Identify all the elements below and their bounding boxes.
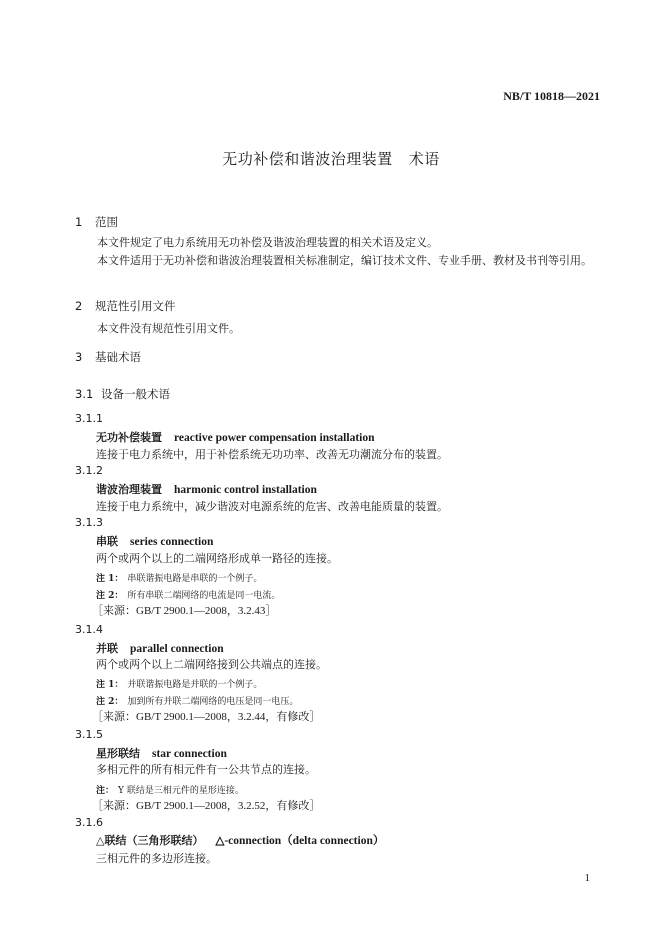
clause-number: 3.1.3 xyxy=(75,516,103,529)
standard-code: NB/T 10818—2021 xyxy=(503,89,600,103)
note-label: 注 1： xyxy=(96,680,124,690)
section-number: 1 xyxy=(75,215,83,229)
section-title: 范围 xyxy=(95,215,118,229)
term-definition: 连接于电力系统中，减少谐波对电源系统的危害、改善电能质量的装置。 xyxy=(96,500,448,513)
term-entry xyxy=(96,832,384,848)
term-en: series connection xyxy=(130,536,214,548)
term-en: harmonic control installation xyxy=(174,484,317,496)
term-entry xyxy=(96,533,213,549)
section-1-heading xyxy=(75,214,118,230)
term-entry xyxy=(96,745,227,761)
clause-number: 3.1.4 xyxy=(75,623,103,636)
note-label: 注 1： xyxy=(96,574,124,584)
note-text: 所有串联二端网络的电流是同一电流。 xyxy=(127,591,281,601)
term-definition: 两个或两个以上的二端网络形成单一路径的连接。 xyxy=(96,552,338,565)
term-cn: △联结（三角形联结） xyxy=(96,834,204,847)
section-title: 设备一般术语 xyxy=(101,387,170,401)
term-cn: 串联 xyxy=(96,535,118,548)
term-note xyxy=(96,783,244,796)
note-text: 串联谐振电路是串联的一个例子。 xyxy=(127,574,263,584)
term-definition: 连接于电力系统中，用于补偿系统无功功率、改善无功潮流分布的装置。 xyxy=(96,448,448,461)
section-number: 3.1 xyxy=(75,387,94,401)
clause-number: 3.1.5 xyxy=(75,728,103,741)
term-cn: 并联 xyxy=(96,642,118,655)
scope-paragraph-2: 本文件适用于无功补偿和谐波治理装置相关标准制定，编订技术文件、专业手册、教材及书刊等引用。 xyxy=(97,254,592,267)
term-entry xyxy=(96,481,317,497)
term-source: ［来源：GB/T 2900.1—2008，3.2.43］ xyxy=(92,605,277,617)
term-entry xyxy=(96,429,375,445)
section-number: 3 xyxy=(75,350,83,364)
term-source: ［来源：GB/T 2900.1—2008，3.2.44，有修改］ xyxy=(92,711,321,723)
section-title: 规范性引用文件 xyxy=(95,299,176,313)
page-number: 1 xyxy=(584,872,590,884)
section-number: 2 xyxy=(75,299,83,313)
term-en: star connection xyxy=(152,748,227,760)
term-en: △-connection（delta connection） xyxy=(215,835,385,847)
term-note xyxy=(96,694,298,707)
term-note xyxy=(96,571,262,584)
title-sub: 术语 xyxy=(408,150,440,168)
term-cn: 无功补偿装置 xyxy=(96,431,162,444)
document-title xyxy=(0,148,662,169)
term-cn: 星形联结 xyxy=(96,747,140,760)
term-definition: 多相元件的所有相元件有一公共节点的连接。 xyxy=(96,763,316,776)
section-title: 基础术语 xyxy=(95,350,141,364)
note-label: 注 2： xyxy=(96,591,124,601)
note-label: 注 2： xyxy=(96,697,124,707)
section-3-heading xyxy=(75,349,141,365)
term-entry xyxy=(96,640,224,656)
note-text: 加到所有并联二端网络的电压是同一电压。 xyxy=(127,697,299,707)
term-definition: 三相元件的多边形连接。 xyxy=(96,852,217,865)
section-2-heading xyxy=(75,298,176,314)
clause-number: 3.1.2 xyxy=(75,464,103,477)
term-definition: 两个或两个以上二端网络接到公共端点的连接。 xyxy=(96,658,327,671)
title-main: 无功补偿和谐波治理装置 xyxy=(222,150,393,168)
note-label: 注： xyxy=(96,786,115,796)
scope-paragraph-1: 本文件规定了电力系统用无功补偿及谐波治理装置的相关术语及定义。 xyxy=(97,236,438,249)
term-en: parallel connection xyxy=(130,643,224,655)
section-3-1-heading xyxy=(75,386,170,402)
clause-number: 3.1.6 xyxy=(75,816,103,829)
term-cn: 谐波治理装置 xyxy=(96,483,162,496)
term-note xyxy=(96,677,262,690)
clause-number: 3.1.1 xyxy=(75,412,103,425)
note-text: Y 联结是三相元件的星形连接。 xyxy=(118,786,244,796)
normative-references-paragraph: 本文件没有规范性引用文件。 xyxy=(97,322,240,335)
term-note xyxy=(96,588,280,601)
note-text: 并联谐振电路是并联的一个例子。 xyxy=(127,680,263,690)
term-source: ［来源：GB/T 2900.1—2008，3.2.52，有修改］ xyxy=(92,800,321,812)
term-en: reactive power compensation installation xyxy=(174,432,375,444)
